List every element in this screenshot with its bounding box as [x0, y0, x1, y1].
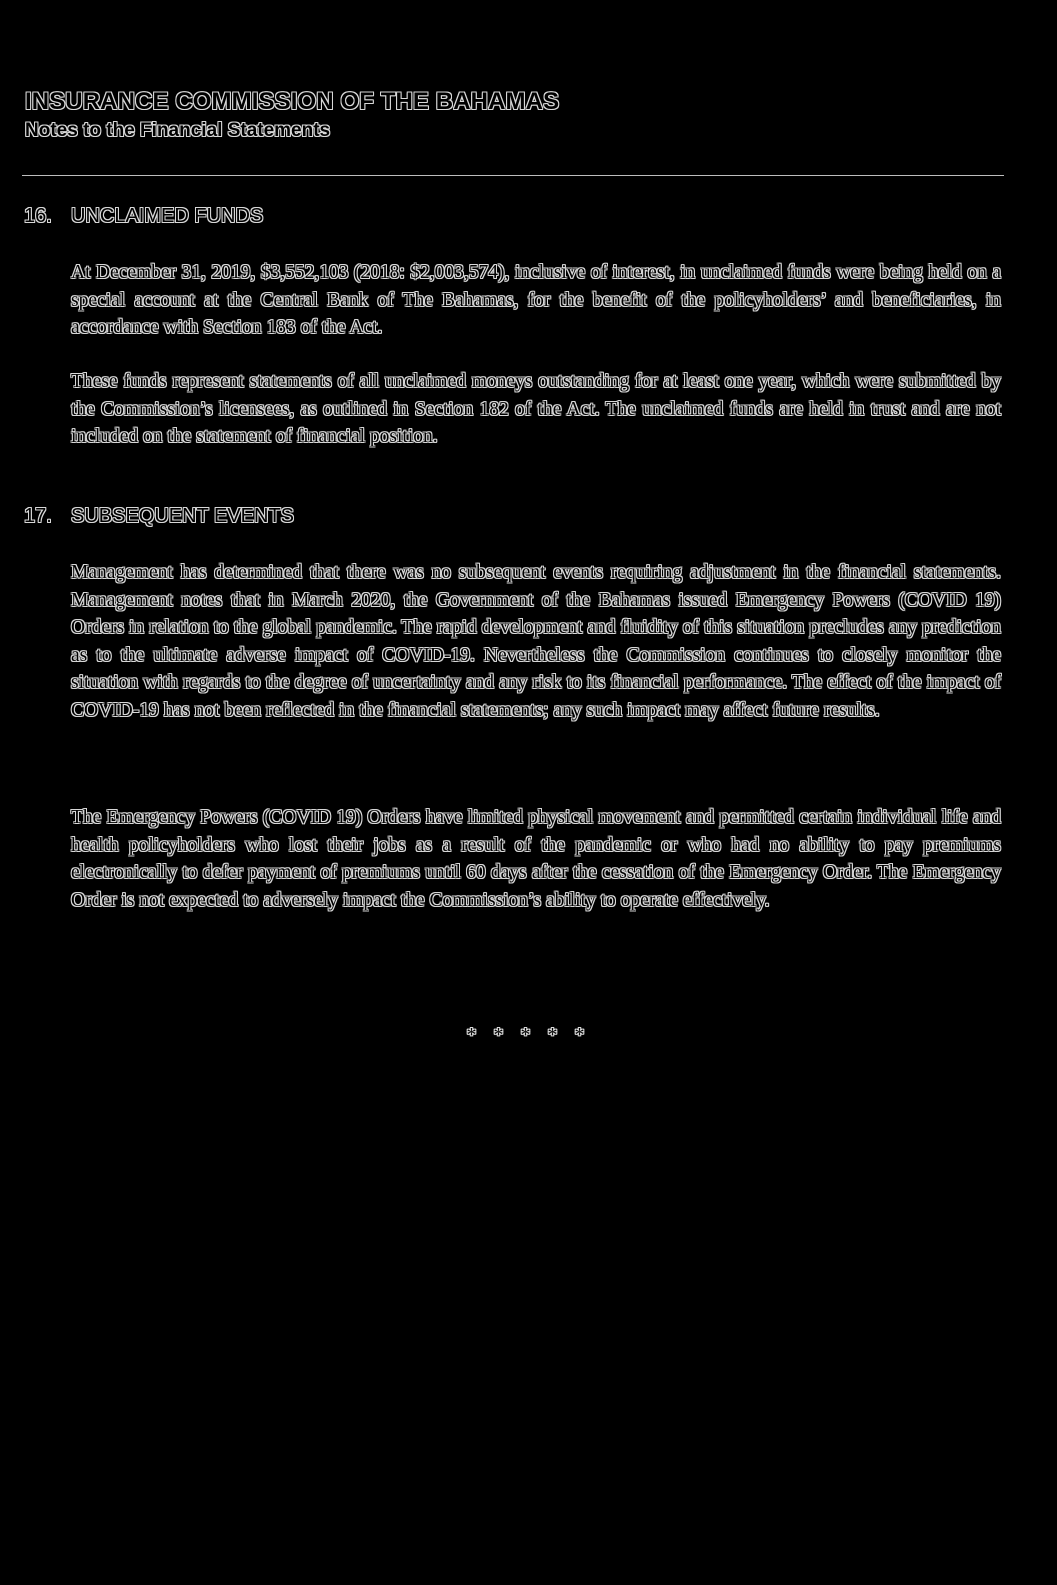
section-heading-subsequent-events [24, 505, 294, 528]
section-heading-unclaimed-funds [24, 205, 263, 228]
paragraph: Management has determined that there was no subsequent events requiring adjustment in the financial statements. Management notes that in March 2020, the Government of the Bahamas issued Emergency Powers (COVID 19) Orders in relation to the global pandemic. The rapid development and fluidity of this situation precludes any prediction as to the ultimate adverse impact of COVID-19. Nevertheless the Commission continues to closely monitor the situation with regards to the degree of uncertainty and any risk to its financial performance. The effect of the impact of COVID-19 has not been reflected in the financial statements; any such impact may affect future results. [71, 562, 1001, 721]
paragraph: The Emergency Powers (COVID 19) Orders have limited physical movement and permitted certain individual life and health policyholders who lost their jobs as a result of the pandemic or who had no ability to pay premiums electronically to defer payment of premiums until 60 days after the cessation of the Emergency Order. The Emergency Order is not expected to adversely impact the Commission’s ability to operate effectively. [71, 807, 1001, 911]
section-title: UNCLAIMED FUNDS [71, 205, 264, 227]
section-number: 16. [24, 205, 52, 227]
paragraph: These funds represent statements of all unclaimed moneys outstanding for at least one year, which were submitted by the Commission’s licensees, as outlined in Section 182 of the Act. The unclaimed funds are held in trust and are not included on the statement of financial position. [71, 371, 1001, 447]
header-divider [22, 175, 1004, 176]
paragraph: At December 31, 2019, $3,552,103 (2018: $2,003,574), inclusive of interest, in unclaimed funds were being held on a special account at the Central Bank of The Bahamas, for the benefit of the policyholders’ and beneficiaries, in accordance with Section 183 of the Act. [71, 262, 1001, 338]
document-subtitle: Notes to the Financial Statements [25, 120, 331, 141]
end-of-notes-marker: * * * * * [466, 1024, 591, 1046]
section-number: 17. [24, 505, 52, 527]
document-title: INSURANCE COMMISSION OF THE BAHAMAS [25, 88, 560, 115]
section-title: SUBSEQUENT EVENTS [71, 505, 295, 527]
